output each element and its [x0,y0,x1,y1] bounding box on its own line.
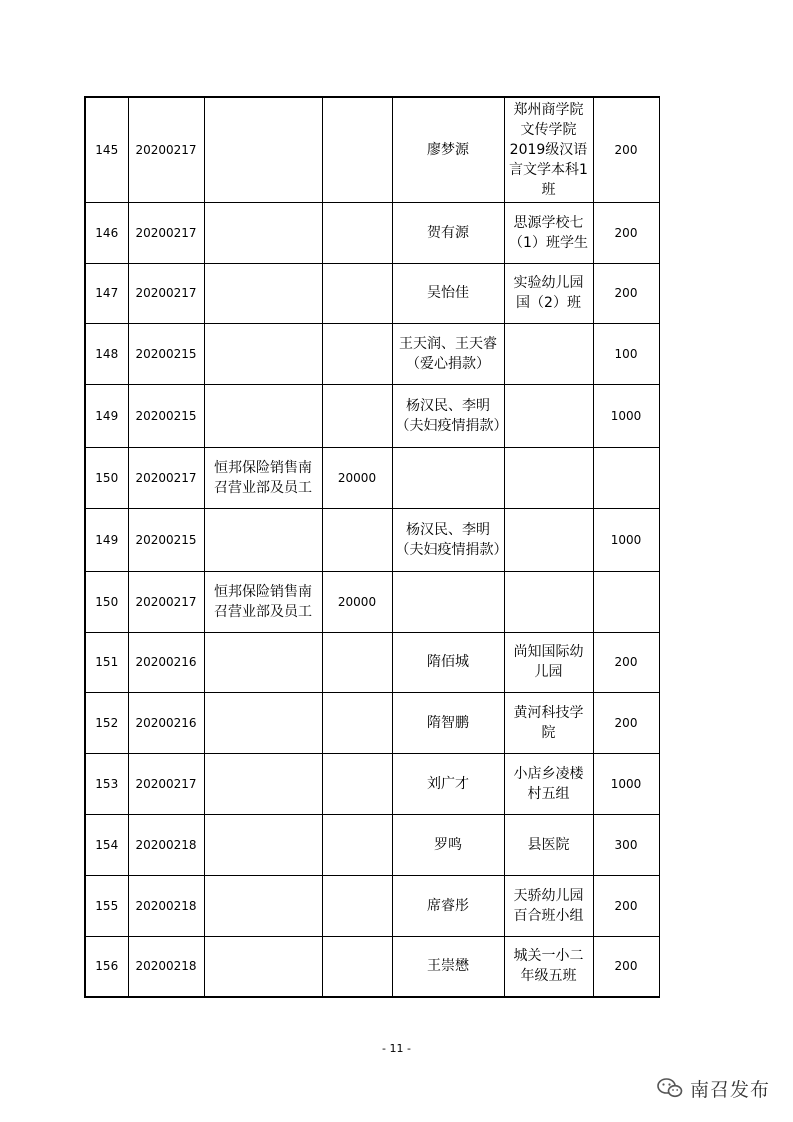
donation-table [84,96,660,998]
row-organization [204,936,322,997]
row-date: 20200217 [128,202,204,263]
row-organization [204,508,322,571]
watermark [656,1072,786,1104]
row-organization-amount: 20000 [322,571,392,632]
row-date: 20200217 [128,753,204,814]
row-organization [204,692,322,753]
table-row [85,814,659,875]
row-date: 20200217 [128,571,204,632]
row-number: 150 [85,447,128,508]
row-number: 155 [85,875,128,936]
row-organization-amount [322,692,392,753]
table-row [85,508,659,571]
row-organization: 恒邦保险销售南召营业部及员工 [204,571,322,632]
row-number: 148 [85,323,128,384]
row-amount [593,447,659,508]
row-unit: 小店乡凌楼村五组 [504,753,593,814]
row-organization [204,202,322,263]
row-organization [204,323,322,384]
row-organization [204,814,322,875]
table-row [85,97,659,202]
row-amount: 200 [593,202,659,263]
row-organization-amount [322,508,392,571]
row-donor-name: 杨汉民、李明（夫妇疫情捐款） [392,508,504,571]
row-amount: 200 [593,97,659,202]
row-date: 20200215 [128,508,204,571]
table-row [85,571,659,632]
row-organization [204,632,322,692]
row-number: 151 [85,632,128,692]
row-organization [204,263,322,323]
row-organization: 恒邦保险销售南召营业部及员工 [204,447,322,508]
row-donor-name: 席睿彤 [392,875,504,936]
row-unit: 郑州商学院文传学院2019级汉语言文学本科1班 [504,97,593,202]
row-donor-name [392,571,504,632]
row-number: 149 [85,384,128,447]
table-row [85,632,659,692]
row-number: 150 [85,571,128,632]
row-donor-name: 罗鸣 [392,814,504,875]
row-unit [504,571,593,632]
row-number: 154 [85,814,128,875]
table-row [85,936,659,997]
row-date: 20200217 [128,97,204,202]
row-amount: 1000 [593,508,659,571]
table-row [85,692,659,753]
row-organization [204,753,322,814]
row-date: 20200217 [128,263,204,323]
table-row [85,753,659,814]
table-row [85,323,659,384]
table-row [85,447,659,508]
row-organization-amount [322,384,392,447]
row-donor-name: 贺有源 [392,202,504,263]
wechat-icon [656,1076,684,1100]
row-number: 145 [85,97,128,202]
row-organization-amount [322,263,392,323]
row-date: 20200217 [128,447,204,508]
row-amount: 200 [593,936,659,997]
row-unit: 县医院 [504,814,593,875]
row-organization-amount [322,323,392,384]
row-amount: 300 [593,814,659,875]
row-organization-amount: 20000 [322,447,392,508]
row-organization-amount [322,632,392,692]
row-donor-name [392,447,504,508]
row-organization-amount [322,875,392,936]
row-amount: 1000 [593,753,659,814]
row-amount: 200 [593,263,659,323]
donation-table-body [85,97,659,997]
row-donor-name: 王天润、王天睿（爱心捐款） [392,323,504,384]
table-row [85,202,659,263]
row-unit: 天骄幼儿园百合班小组 [504,875,593,936]
row-date: 20200218 [128,814,204,875]
row-donor-name: 王崇懋 [392,936,504,997]
row-donor-name: 廖梦源 [392,97,504,202]
row-organization [204,384,322,447]
row-unit: 城关一小二年级五班 [504,936,593,997]
row-date: 20200216 [128,692,204,753]
row-date: 20200218 [128,936,204,997]
row-date: 20200216 [128,632,204,692]
row-number: 146 [85,202,128,263]
row-amount: 200 [593,632,659,692]
row-organization-amount [322,202,392,263]
row-organization [204,875,322,936]
row-date: 20200215 [128,323,204,384]
row-amount: 100 [593,323,659,384]
row-donor-name: 吴怡佳 [392,263,504,323]
row-unit: 实验幼儿园国（2）班 [504,263,593,323]
row-unit [504,384,593,447]
row-unit: 尚知国际幼儿园 [504,632,593,692]
row-donor-name: 隋智鹏 [392,692,504,753]
row-organization-amount [322,97,392,202]
row-donor-name: 刘广才 [392,753,504,814]
row-date: 20200215 [128,384,204,447]
watermark-text: 南召发布 [690,1078,771,1101]
row-unit [504,323,593,384]
row-organization-amount [322,814,392,875]
row-donor-name: 隋佰城 [392,632,504,692]
table-row [85,875,659,936]
row-date: 20200218 [128,875,204,936]
table-row [85,384,659,447]
row-amount: 200 [593,875,659,936]
row-unit: 黄河科技学院 [504,692,593,753]
row-unit [504,508,593,571]
table-row [85,263,659,323]
row-unit [504,447,593,508]
row-organization-amount [322,936,392,997]
row-amount: 200 [593,692,659,753]
row-number: 156 [85,936,128,997]
row-organization-amount [322,753,392,814]
row-donor-name: 杨汉民、李明（夫妇疫情捐款） [392,384,504,447]
row-organization [204,97,322,202]
row-number: 153 [85,753,128,814]
row-unit: 思源学校七（1）班学生 [504,202,593,263]
row-amount [593,571,659,632]
row-number: 147 [85,263,128,323]
row-number: 152 [85,692,128,753]
row-number: 149 [85,508,128,571]
row-amount: 1000 [593,384,659,447]
page-number: - 11 - [382,1042,411,1055]
